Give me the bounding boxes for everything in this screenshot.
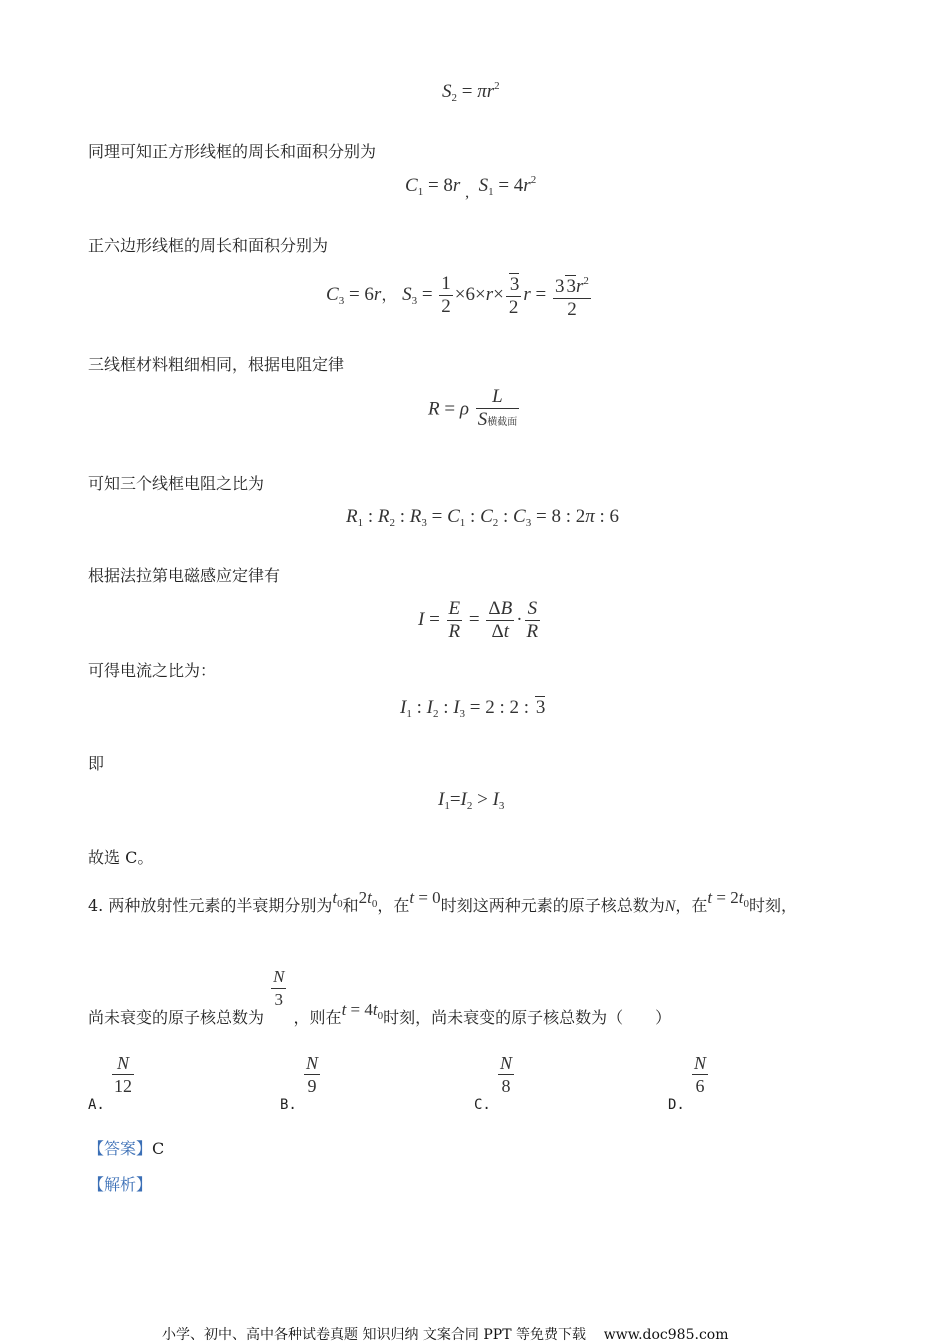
fraction-n-over-3: $\frac{N}{3}$ — [273, 967, 285, 1009]
cross-section-subscript: 横截面 — [487, 417, 518, 428]
formula-c3-s3: $C_3 = 6r$， $S_3$ = $\frac{1}{2}$ ×6×r× $\frac{3}{2}$ r = $\frac{3 3r^2}{2}$ — [326, 270, 593, 321]
option-a[interactable]: A. $\frac{N}{12}$ — [88, 1053, 132, 1113]
question-n: N — [664, 898, 676, 915]
question-line2-c: 时刻，尚未衰变的原子核总数为（ ） — [383, 1008, 672, 1027]
option-d[interactable]: D. $\frac{N}{6}$ — [668, 1053, 706, 1113]
text-ji: 即 — [88, 754, 105, 773]
formula-faraday: I = $\frac{E}{R}$ = $\frac{\Delta B}{\Delta t}$ · $\frac{S}{R}$ — [418, 598, 539, 642]
question-part1: 4. 两种放射性元素的半衰期分别为 — [88, 896, 333, 915]
question-line-2: 尚未衰变的原子核总数为 $\frac{N}{3}$ ，则在$t = 4t_0$时刻，尚未衰变的原子核总数为（ ） — [88, 967, 672, 1027]
text-faraday-intro: 根据法拉第电磁感应定律有 — [88, 566, 281, 585]
formula-current-ratio: $I_1$ : $I_2$ : $I_3 = 2$ : 2 : 3 — [400, 697, 546, 720]
footer-site-link[interactable]: www.doc985.com — [603, 1327, 729, 1343]
question-line2-b: ，则在 — [293, 1008, 342, 1027]
footer-text: 小学、初中、高中各种试卷真题 知识归纳 文案合同 PPT 等免费下载 — [162, 1327, 586, 1343]
text-ratio-intro: 可知三个线框电阻之比为 — [88, 474, 265, 493]
text-square-intro: 同理可知正方形线框的周长和面积分别为 — [88, 142, 377, 161]
question-part5: 时刻， — [748, 896, 797, 915]
question-he: 和 — [342, 896, 359, 915]
answer-line — [88, 1139, 164, 1159]
text-resistance-intro: 三线框材料粗细相同，根据电阻定律 — [88, 355, 345, 374]
text-choice-c: 故选 C。 — [88, 848, 154, 867]
text-hex-intro: 正六边形线框的周长和面积分别为 — [88, 236, 329, 255]
question-part4: ，在 — [675, 896, 708, 915]
answer-label: 【答案】 — [88, 1139, 153, 1158]
question-line2-a: 尚未衰变的原子核总数为 — [88, 1008, 265, 1027]
question-line-1: 4. 两种放射性元素的半衰期分别为$t_0$和$2t_0$，在t = 0时刻这两种元素的原子核总数为N，在$t = 2t_0$时刻， — [88, 888, 797, 915]
question-part2: ，在 — [377, 896, 410, 915]
formula-resistance-ratio: $R_1$ : $R_2$ : $R_3 = C_1$ : $C_2$ : $C_3 = 8$ : 2π : 6 — [346, 506, 620, 529]
question-part3: 时刻这两种元素的原子核总数为 — [440, 896, 665, 915]
option-c[interactable]: C. $\frac{N}{8}$ — [474, 1053, 512, 1113]
option-b[interactable]: B. $\frac{N}{9}$ — [280, 1053, 318, 1113]
formula-s2: $S_2 = \pi r^2$ — [442, 80, 500, 104]
analysis-label: 【解析】 — [88, 1175, 153, 1194]
formula-resistance: R = ρ $\frac{L}{\text{S横截面}}$ — [428, 386, 518, 430]
formula-current-compare: $I_1=I_2 > I_3$ — [438, 789, 505, 812]
text-current-intro: 可得电流之比为： — [88, 661, 217, 680]
answer-value: C — [152, 1139, 165, 1158]
formula-c1-s1: $C_1 = 8r$ $_,$ $S_1 = 4r^2$ — [405, 174, 537, 201]
footer — [162, 1324, 728, 1344]
